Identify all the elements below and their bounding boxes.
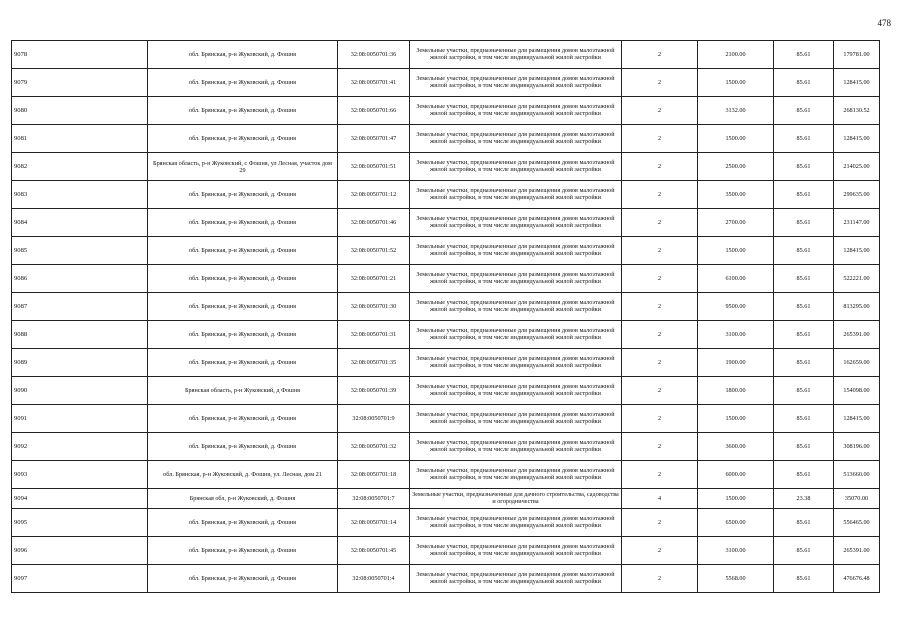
cadastral-number-cell: 32:08:0050701:32 <box>338 433 410 461</box>
address-cell: обл. Брянская, р-н Жуковский, д. Фошня <box>148 97 338 125</box>
address-cell: обл. Брянская, р-н Жуковский, д. Фошня <box>148 433 338 461</box>
address-cell: Брянская область, р-н Жуковский, д Фошня <box>148 377 338 405</box>
area-cell: 6000.00 <box>698 461 774 489</box>
land-use-cell: Земельные участки, предназначенные для размещения домов малоэтажной жилой застройки, в том числе индивидуальной жилой застройки <box>410 69 622 97</box>
land-use-cell: Земельные участки, предназначенные для размещения домов малоэтажной жилой застройки, в том числе индивидуальной жилой застройки <box>410 509 622 537</box>
rate-cell: 85.61 <box>774 509 834 537</box>
table-row <box>12 209 880 237</box>
cadastral-value-cell: 179781.00 <box>834 41 880 69</box>
cadastral-number-cell: 32:08:0050701:7 <box>338 489 410 509</box>
land-use-cell: Земельные участки, предназначенные для размещения домов малоэтажной жилой застройки, в том числе индивидуальной жилой застройки <box>410 209 622 237</box>
cadastral-value-cell: 128415.00 <box>834 69 880 97</box>
table-row <box>12 41 880 69</box>
category-cell: 2 <box>622 405 698 433</box>
land-use-cell: Земельные участки, предназначенные для размещения домов малоэтажной жилой застройки, в том числе индивидуальной жилой застройки <box>410 461 622 489</box>
row-number: 9090 <box>12 377 148 405</box>
table-row <box>12 181 880 209</box>
address-cell: обл. Брянская, р-н Жуковский, д. Фошня <box>148 293 338 321</box>
cadastral-number-cell: 32:08:0050701:9 <box>338 405 410 433</box>
area-cell: 3500.00 <box>698 181 774 209</box>
row-number: 9080 <box>12 97 148 125</box>
area-cell: 1500.00 <box>698 405 774 433</box>
area-cell: 2500.00 <box>698 153 774 181</box>
table-row <box>12 97 880 125</box>
cadastral-number-cell: 32:08:0050701:21 <box>338 265 410 293</box>
category-cell: 2 <box>622 125 698 153</box>
address-cell: обл. Брянская, р-н Жуковский, д. Фошня <box>148 265 338 293</box>
row-number: 9086 <box>12 265 148 293</box>
cadastral-value-cell: 299635.00 <box>834 181 880 209</box>
area-cell: 5568.00 <box>698 565 774 593</box>
cadastral-number-cell: 32:08:0050701:30 <box>338 293 410 321</box>
cadastral-number-cell: 32:08:0050701:12 <box>338 181 410 209</box>
address-cell: обл. Брянская, р-н Жуковский, д. Фошня <box>148 237 338 265</box>
category-cell: 2 <box>622 537 698 565</box>
category-cell: 2 <box>622 153 698 181</box>
row-number: 9079 <box>12 69 148 97</box>
land-use-cell: Земельные участки, предназначенные для размещения домов малоэтажной жилой застройки, в том числе индивидуальной жилой застройки <box>410 565 622 593</box>
cadastral-value-cell: 556465.00 <box>834 509 880 537</box>
land-registry-table <box>11 40 880 593</box>
row-number: 9083 <box>12 181 148 209</box>
address-cell: обл. Брянская, р-н Жуковский, д. Фошня <box>148 69 338 97</box>
table-row <box>12 69 880 97</box>
cadastral-number-cell: 32:08:0050701:66 <box>338 97 410 125</box>
rate-cell: 85.61 <box>774 565 834 593</box>
rate-cell: 85.61 <box>774 293 834 321</box>
category-cell: 2 <box>622 181 698 209</box>
row-number: 9092 <box>12 433 148 461</box>
address-cell: обл. Брянская, р-н Жуковский, д. Фошня <box>148 509 338 537</box>
category-cell: 2 <box>622 349 698 377</box>
address-cell: обл. Брянская, р-н Жуковский, д. Фошня <box>148 125 338 153</box>
cadastral-value-cell: 522221.00 <box>834 265 880 293</box>
category-cell: 2 <box>622 433 698 461</box>
address-cell: обл. Брянская, р-н Жуковский, д. Фошня <box>148 565 338 593</box>
table-row <box>12 321 880 349</box>
area-cell: 1500.00 <box>698 237 774 265</box>
cadastral-number-cell: 32:08:0050701:14 <box>338 509 410 537</box>
category-cell: 2 <box>622 509 698 537</box>
rate-cell: 85.61 <box>774 433 834 461</box>
land-use-cell: Земельные участки, предназначенные для размещения домов малоэтажной жилой застройки, в том числе индивидуальной жилой застройки <box>410 349 622 377</box>
address-cell: обл. Брянская, р-н Жуковский, д. Фошня <box>148 349 338 377</box>
area-cell: 1500.00 <box>698 489 774 509</box>
category-cell: 2 <box>622 321 698 349</box>
row-number: 9082 <box>12 153 148 181</box>
row-number: 9093 <box>12 461 148 489</box>
rate-cell: 85.61 <box>774 321 834 349</box>
rate-cell: 85.61 <box>774 181 834 209</box>
cadastral-value-cell: 513660.00 <box>834 461 880 489</box>
category-cell: 2 <box>622 293 698 321</box>
land-use-cell: Земельные участки, предназначенные для размещения домов малоэтажной жилой застройки, в том числе индивидуальной жилой застройки <box>410 433 622 461</box>
land-use-cell: Земельные участки, предназначенные для размещения домов малоэтажной жилой застройки, в том числе индивидуальной жилой застройки <box>410 537 622 565</box>
cadastral-value-cell: 813295.00 <box>834 293 880 321</box>
table-row <box>12 433 880 461</box>
rate-cell: 85.61 <box>774 209 834 237</box>
category-cell: 4 <box>622 489 698 509</box>
cadastral-number-cell: 32:08:0050701:47 <box>338 125 410 153</box>
page-number: 478 <box>877 18 891 28</box>
area-cell: 2700.00 <box>698 209 774 237</box>
area-cell: 9500.00 <box>698 293 774 321</box>
cadastral-value-cell: 265391.00 <box>834 537 880 565</box>
rate-cell: 85.61 <box>774 125 834 153</box>
row-number: 9095 <box>12 509 148 537</box>
land-use-cell: Земельные участки, предназначенные для размещения домов малоэтажной жилой застройки, в том числе индивидуальной жилой застройки <box>410 237 622 265</box>
row-number: 9097 <box>12 565 148 593</box>
cadastral-number-cell: 32:08:0050701:46 <box>338 209 410 237</box>
rate-cell: 85.61 <box>774 41 834 69</box>
table-row <box>12 405 880 433</box>
table-body <box>12 41 880 593</box>
address-cell: обл. Брянская, р-н Жуковский, д. Фошня <box>148 405 338 433</box>
address-cell: обл. Брянская, р-н Жуковский, д. Фошня <box>148 209 338 237</box>
area-cell: 1900.00 <box>698 349 774 377</box>
category-cell: 2 <box>622 265 698 293</box>
table-row <box>12 461 880 489</box>
cadastral-number-cell: 32:08:0050701:39 <box>338 377 410 405</box>
address-cell: Брянская область, р-н Жуковский, с Фошня, ул Лесная, участок дом 29 <box>148 153 338 181</box>
rate-cell: 85.61 <box>774 237 834 265</box>
category-cell: 2 <box>622 461 698 489</box>
cadastral-value-cell: 154098.00 <box>834 377 880 405</box>
row-number: 9087 <box>12 293 148 321</box>
address-cell: Брянская обл, р-н Жуковский, д. Фошня <box>148 489 338 509</box>
land-use-cell: Земельные участки, предназначенные для размещения домов малоэтажной жилой застройки, в том числе индивидуальной жилой застройки <box>410 377 622 405</box>
rate-cell: 85.61 <box>774 405 834 433</box>
rate-cell: 23.38 <box>774 489 834 509</box>
land-use-cell: Земельные участки, предназначенные для дачного строительства, садоводства и огородничества <box>410 489 622 509</box>
cadastral-value-cell: 308196.00 <box>834 433 880 461</box>
table-row <box>12 565 880 593</box>
table-row <box>12 153 880 181</box>
land-use-cell: Земельные участки, предназначенные для размещения домов малоэтажной жилой застройки, в том числе индивидуальной жилой застройки <box>410 265 622 293</box>
table-row <box>12 237 880 265</box>
cadastral-value-cell: 476676.48 <box>834 565 880 593</box>
cadastral-number-cell: 32:08:0050701:41 <box>338 69 410 97</box>
rate-cell: 85.61 <box>774 349 834 377</box>
area-cell: 1800.00 <box>698 377 774 405</box>
cadastral-value-cell: 128415.00 <box>834 405 880 433</box>
area-cell: 6100.00 <box>698 265 774 293</box>
land-use-cell: Земельные участки, предназначенные для размещения домов малоэтажной жилой застройки, в том числе индивидуальной жилой застройки <box>410 321 622 349</box>
row-number: 9088 <box>12 321 148 349</box>
cadastral-value-cell: 231147.00 <box>834 209 880 237</box>
rate-cell: 85.61 <box>774 69 834 97</box>
cadastral-number-cell: 32:08:0050701:4 <box>338 565 410 593</box>
address-cell: обл. Брянская, р-н Жуковский, д. Фошня, ул. Лесная, дом 21 <box>148 461 338 489</box>
table-row <box>12 377 880 405</box>
cadastral-value-cell: 128415.00 <box>834 125 880 153</box>
row-number: 9091 <box>12 405 148 433</box>
address-cell: обл. Брянская, р-н Жуковский, д. Фошня <box>148 181 338 209</box>
row-number: 9081 <box>12 125 148 153</box>
table-row <box>12 509 880 537</box>
row-number: 9084 <box>12 209 148 237</box>
rate-cell: 85.61 <box>774 461 834 489</box>
cadastral-number-cell: 32:08:0050701:36 <box>338 41 410 69</box>
table-row <box>12 489 880 509</box>
cadastral-number-cell: 32:08:0050701:51 <box>338 153 410 181</box>
area-cell: 3100.00 <box>698 537 774 565</box>
address-cell: обл. Брянская, р-н Жуковский, д. Фошня <box>148 41 338 69</box>
rate-cell: 85.61 <box>774 265 834 293</box>
cadastral-number-cell: 32:08:0050701:35 <box>338 349 410 377</box>
row-number: 9089 <box>12 349 148 377</box>
rate-cell: 85.61 <box>774 377 834 405</box>
area-cell: 6500.00 <box>698 509 774 537</box>
rate-cell: 85.61 <box>774 537 834 565</box>
cadastral-value-cell: 162659.00 <box>834 349 880 377</box>
table-row <box>12 125 880 153</box>
land-use-cell: Земельные участки, предназначенные для размещения домов малоэтажной жилой застройки, в том числе индивидуальной жилой застройки <box>410 41 622 69</box>
land-use-cell: Земельные участки, предназначенные для размещения домов малоэтажной жилой застройки, в том числе индивидуальной жилой застройки <box>410 153 622 181</box>
land-use-cell: Земельные участки, предназначенные для размещения домов малоэтажной жилой застройки, в том числе индивидуальной жилой застройки <box>410 181 622 209</box>
cadastral-value-cell: 268130.52 <box>834 97 880 125</box>
cadastral-value-cell: 128415.00 <box>834 237 880 265</box>
area-cell: 3600.00 <box>698 433 774 461</box>
address-cell: обл. Брянская, р-н Жуковский, д. Фошня <box>148 537 338 565</box>
area-cell: 3100.00 <box>698 321 774 349</box>
area-cell: 1500.00 <box>698 69 774 97</box>
table-row <box>12 537 880 565</box>
land-use-cell: Земельные участки, предназначенные для размещения домов малоэтажной жилой застройки, в том числе индивидуальной жилой застройки <box>410 405 622 433</box>
row-number: 9096 <box>12 537 148 565</box>
category-cell: 2 <box>622 377 698 405</box>
area-cell: 3132.00 <box>698 97 774 125</box>
category-cell: 2 <box>622 209 698 237</box>
land-use-cell: Земельные участки, предназначенные для размещения домов малоэтажной жилой застройки, в том числе индивидуальной жилой застройки <box>410 125 622 153</box>
category-cell: 2 <box>622 237 698 265</box>
cadastral-value-cell: 214025.00 <box>834 153 880 181</box>
rate-cell: 85.61 <box>774 97 834 125</box>
category-cell: 2 <box>622 41 698 69</box>
category-cell: 2 <box>622 97 698 125</box>
row-number: 9094 <box>12 489 148 509</box>
land-use-cell: Земельные участки, предназначенные для размещения домов малоэтажной жилой застройки, в том числе индивидуальной жилой застройки <box>410 293 622 321</box>
row-number: 9078 <box>12 41 148 69</box>
cadastral-value-cell: 265391.00 <box>834 321 880 349</box>
cadastral-value-cell: 35070.00 <box>834 489 880 509</box>
category-cell: 2 <box>622 69 698 97</box>
rate-cell: 85.61 <box>774 153 834 181</box>
cadastral-number-cell: 32:08:0050701:45 <box>338 537 410 565</box>
area-cell: 1500.00 <box>698 125 774 153</box>
table-row <box>12 265 880 293</box>
area-cell: 2100.00 <box>698 41 774 69</box>
cadastral-number-cell: 32:08:0050701:18 <box>338 461 410 489</box>
address-cell: обл. Брянская, р-н Жуковский, д. Фошня <box>148 321 338 349</box>
table-row <box>12 349 880 377</box>
row-number: 9085 <box>12 237 148 265</box>
table-row <box>12 293 880 321</box>
category-cell: 2 <box>622 565 698 593</box>
cadastral-number-cell: 32:08:0050701:52 <box>338 237 410 265</box>
land-use-cell: Земельные участки, предназначенные для размещения домов малоэтажной жилой застройки, в том числе индивидуальной жилой застройки <box>410 97 622 125</box>
cadastral-number-cell: 32:08:0050701:31 <box>338 321 410 349</box>
